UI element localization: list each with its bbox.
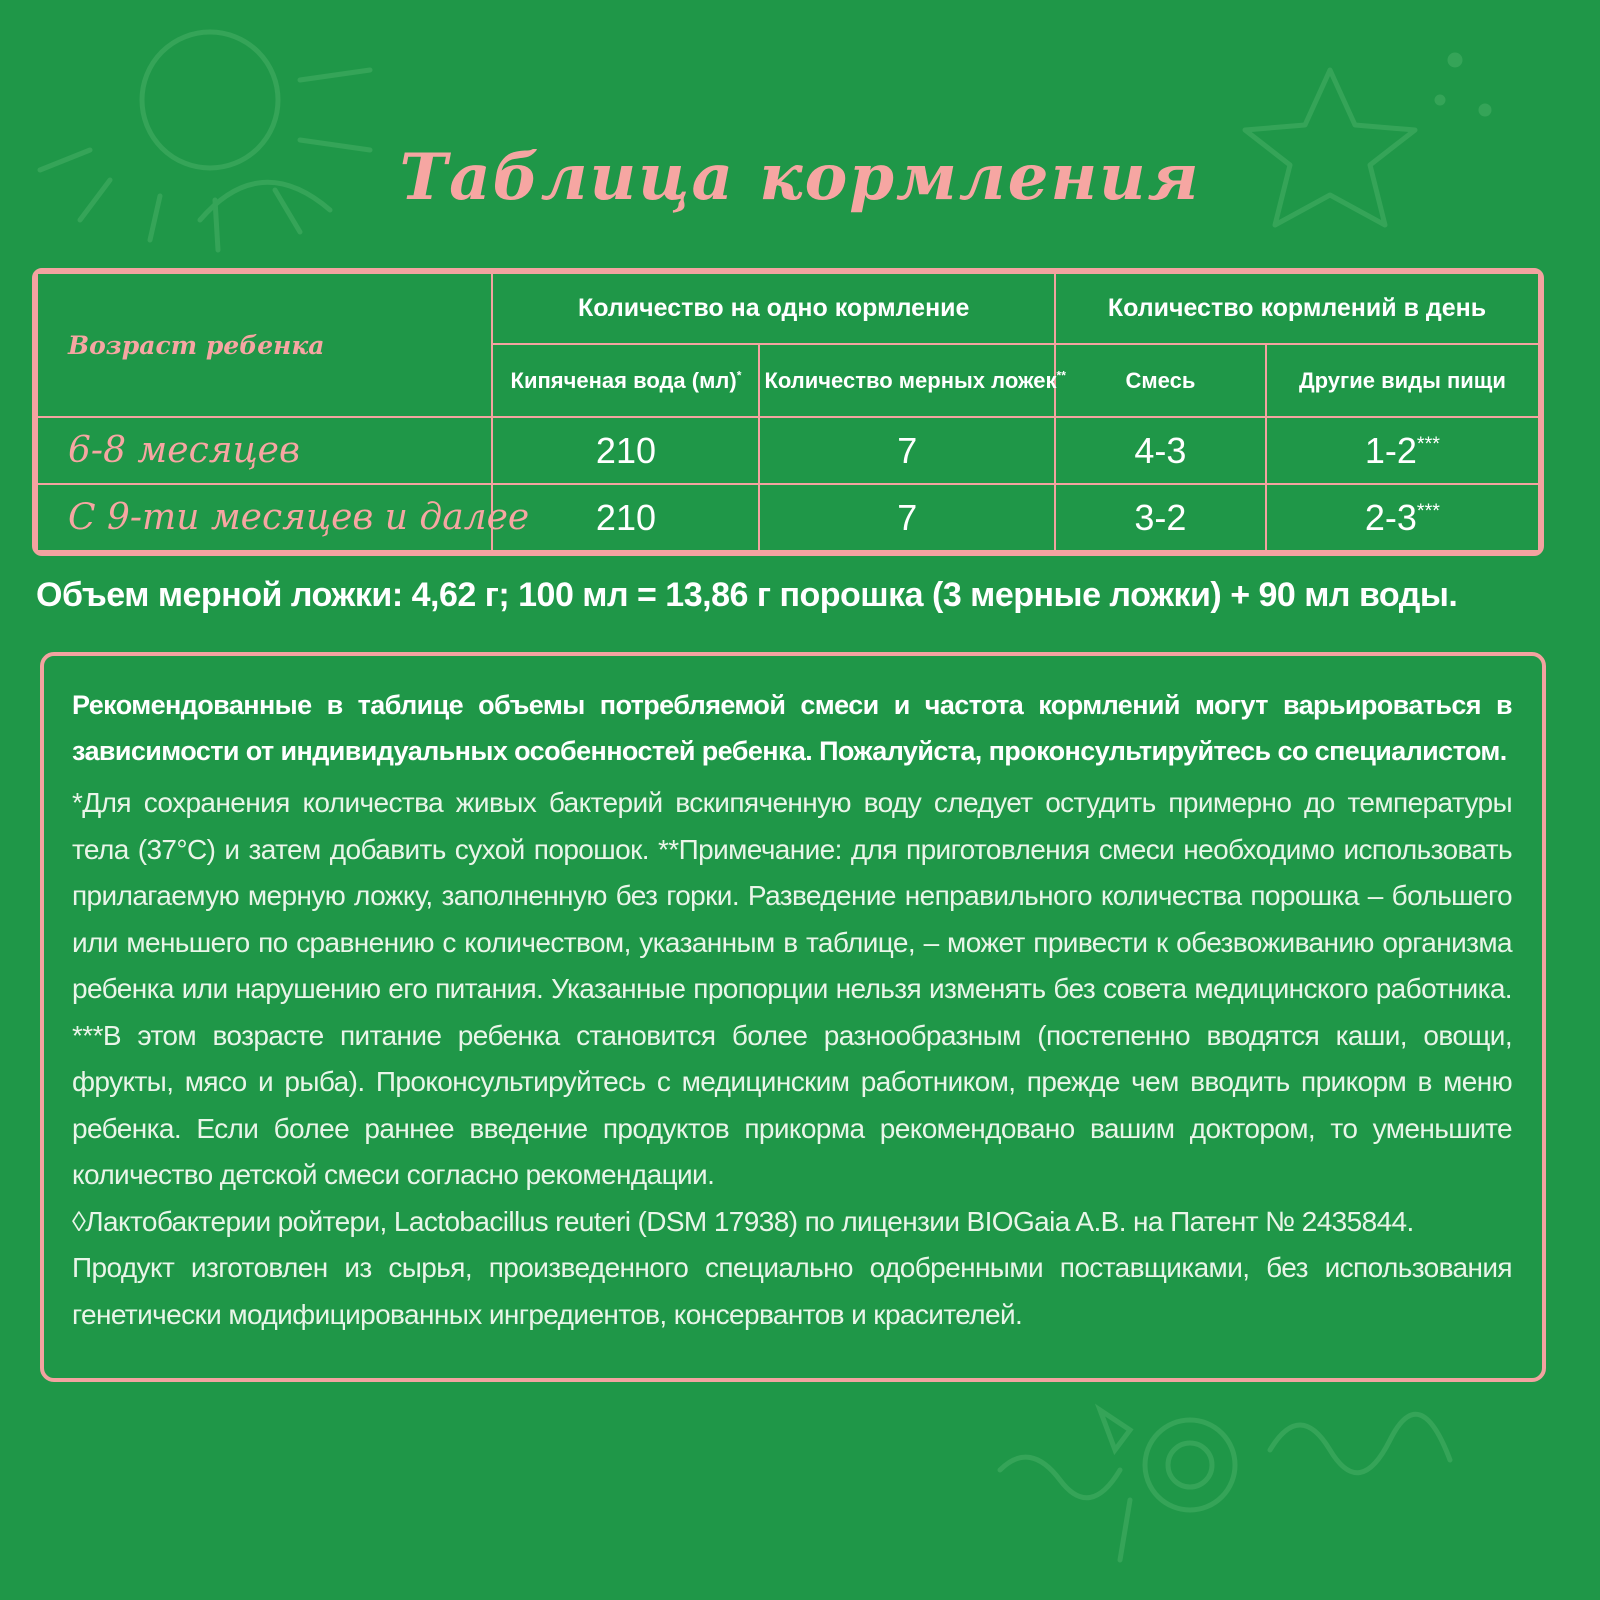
formula-cell: 3-2 xyxy=(1055,484,1266,551)
table-row xyxy=(37,484,1539,551)
water-cell: 210 xyxy=(492,417,759,484)
other-food-column-header: Другие виды пищи xyxy=(1266,344,1539,417)
spoon-volume-note: Объем мерной ложки: 4,62 г; 100 мл = 13,86 г порошка (3 мерные ложки) + 90 мл воды. xyxy=(36,576,1458,614)
age-cell: 6-8 месяцев xyxy=(37,417,492,484)
age-cell: С 9-ти месяцев и далее xyxy=(37,484,492,551)
other-food-cell: 2-3*** xyxy=(1266,484,1539,551)
footnotes-text xyxy=(72,780,1512,1338)
water-column-header: Кипяченая вода (мл)* xyxy=(492,344,759,417)
recommendation-text: Рекомендованные в таблице объемы потребляемой смеси и частота кормлений могут варьироваться в зависимости от индивидуальных особенностей ребенка. Пожалуйста, проконсультируйтесь со специалистом. xyxy=(72,690,1512,766)
feeding-table xyxy=(32,268,1544,556)
patent-note: ◊Лактобактерии ройтери, Lactobacillus reuteri (DSM 17938) по лицензии BIOGaia A.B. на Патент № 2435844. xyxy=(72,1205,1414,1237)
other-food-cell: 1-2*** xyxy=(1266,417,1539,484)
spoons-cell: 7 xyxy=(759,484,1055,551)
squiggle-doodle-icon xyxy=(1000,1410,1450,1560)
notes-box xyxy=(40,652,1546,1382)
table-row xyxy=(37,417,1539,484)
production-note: Продукт изготовлен из сырья, произведенного специально одобренными поставщиками, без использования генетически модифицированных ингредиентов, консервантов и красителей. xyxy=(72,1252,1512,1330)
spoons-column-header: Количество мерных ложек** xyxy=(759,344,1055,417)
formula-column-header: Смесь xyxy=(1055,344,1266,417)
water-cell: 210 xyxy=(492,484,759,551)
per-day-group-header: Количество кормлений в день xyxy=(1055,273,1539,344)
formula-cell: 4-3 xyxy=(1055,417,1266,484)
spoons-cell: 7 xyxy=(759,417,1055,484)
feeding-table-grid xyxy=(36,272,1540,552)
age-column-header: Возраст ребенка xyxy=(37,273,492,417)
page-title: Таблица кормления xyxy=(399,140,1201,215)
footnote-body: *Для сохранения количества живых бактерий вскипяченную воду следует остудить примерно до температуры тела (37°С) и затем добавить сухой порошок. **Примечание: для приготовления смеси необходимо использовать прилагаемую мерную ложку, заполненную без горки. Разведение неправильного количества порошка – большего или меньшего по сравнению с количеством, указанным в таблице, – может привести к обезвоживанию организма ребенка или нарушению его питания. Указанные пропорции нельзя изменять без совета медицинского работника. ***В этом возрасте питание ребенка становится более разнообразным (постепенно вводятся каши, овощи, фрукты, мясо и рыба). Проконсультируйтесь с медицинским работником, прежде чем вводить прикорм в меню ребенка. Если более раннее введение продуктов прикорма рекомендовано вашим доктором, то уменьшите количество детской смеси согласно рекомендации. xyxy=(72,787,1512,1190)
per-feeding-group-header: Количество на одно кормление xyxy=(492,273,1054,344)
